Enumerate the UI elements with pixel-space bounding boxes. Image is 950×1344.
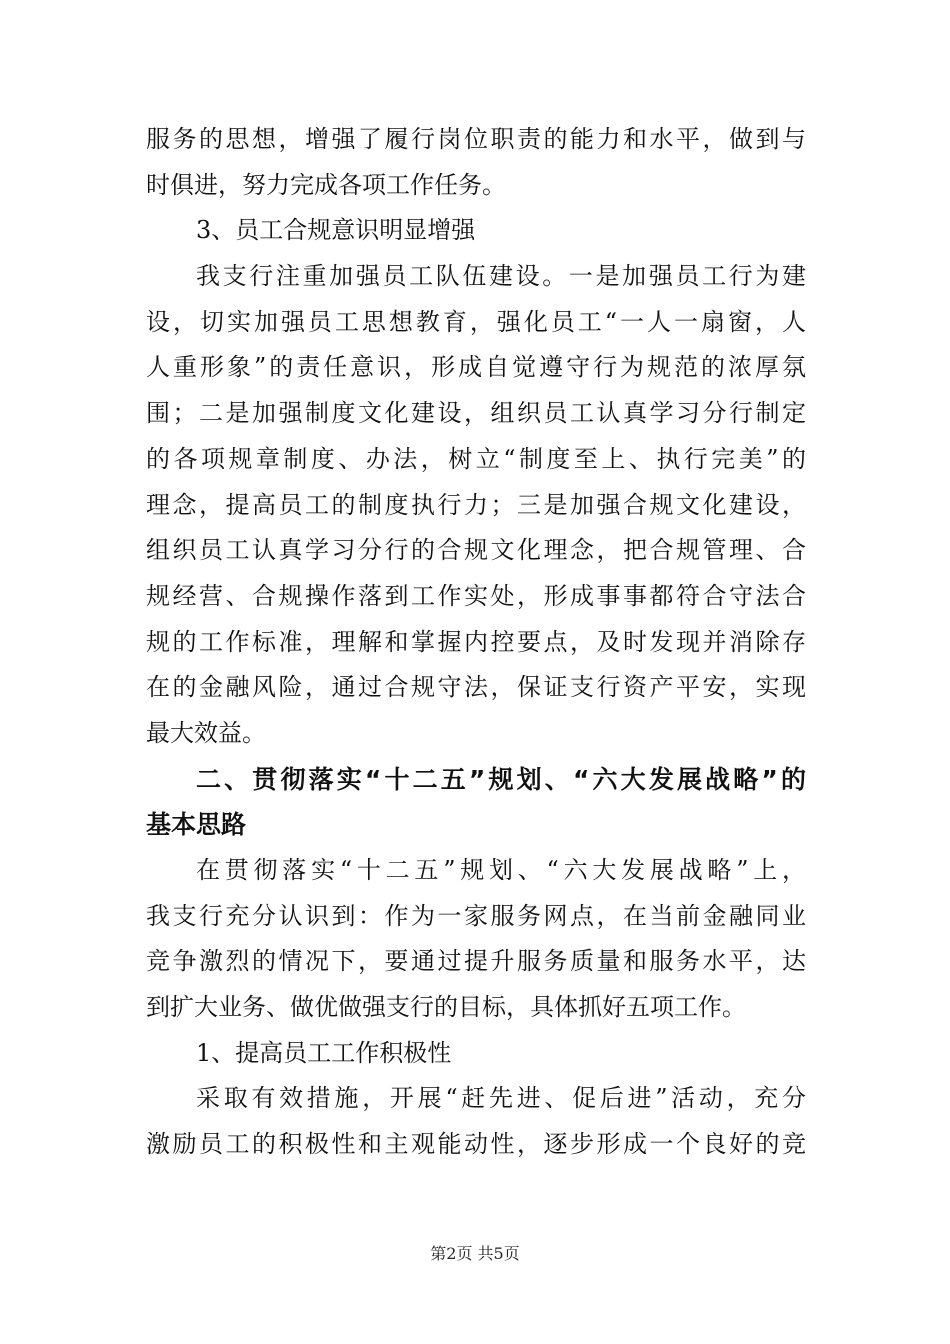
paragraph-line: 的各项规章制度、办法，树立“制度至上、执行完美”的 <box>146 444 806 473</box>
paragraph-line: 设，切实加强员工思想教育，强化员工“一人一扇窗，人 <box>146 307 806 336</box>
paragraph-line: 理念，提高员工的制度执行力；三是加强合规文化建设， <box>146 490 806 519</box>
section-heading: 基本思路 <box>146 810 247 840</box>
section-subheading: 3、员工合规意识明显增强 <box>196 216 476 245</box>
paragraph-line: 激励员工的积极性和主观能动性，逐步形成一个良好的竞 <box>146 1130 806 1159</box>
paragraph-line: 我支行充分认识到：作为一家服务网点，在当前金融同业 <box>146 901 806 930</box>
paragraph-line: 规经营、合规操作落到工作实处，形成事事都符合守法合 <box>146 581 806 610</box>
paragraph-line: 竞争激烈的情况下，要通过提升服务质量和服务水平，达 <box>146 947 806 976</box>
paragraph-line: 采取有效措施，开展“赶先进、促后进”活动，充分 <box>196 1084 806 1113</box>
section-subheading: 1、提高员工工作积极性 <box>196 1038 452 1067</box>
section-heading: 二、贯彻落实“十二五”规划、“六大发展战略”的 <box>196 764 806 794</box>
paragraph-line: 在贯彻落实“十二五”规划、“六大发展战略”上， <box>196 856 806 884</box>
paragraph-line: 在的金融风险，通过合规守法，保证支行资产平安，实现 <box>146 673 806 702</box>
document-body <box>146 117 806 1168</box>
paragraph-line: 人重形象”的责任意识，形成自觉遵守行为规范的浓厚氛 <box>146 353 806 382</box>
paragraph-line: 时俱进，努力完成各项工作任务。 <box>146 170 506 199</box>
paragraph-line: 最大效益。 <box>146 718 266 747</box>
paragraph-line: 我支行注重加强员工队伍建设。一是加强员工行为建 <box>196 262 806 291</box>
paragraph-line: 到扩大业务、做优做强支行的目标，具体抓好五项工作。 <box>146 993 746 1022</box>
paragraph-line: 围；二是加强制度文化建设，组织员工认真学习分行制定 <box>146 399 806 428</box>
paragraph-line: 组织员工认真学习分行的合规文化理念，把合规管理、合 <box>146 536 806 565</box>
paragraph-line: 规的工作标准，理解和掌握内控要点，及时发现并消除存 <box>146 627 806 656</box>
paragraph-line: 服务的思想，增强了履行岗位职责的能力和水平，做到与 <box>146 125 806 153</box>
page-number: 第2页 共5页 <box>430 1244 520 1263</box>
